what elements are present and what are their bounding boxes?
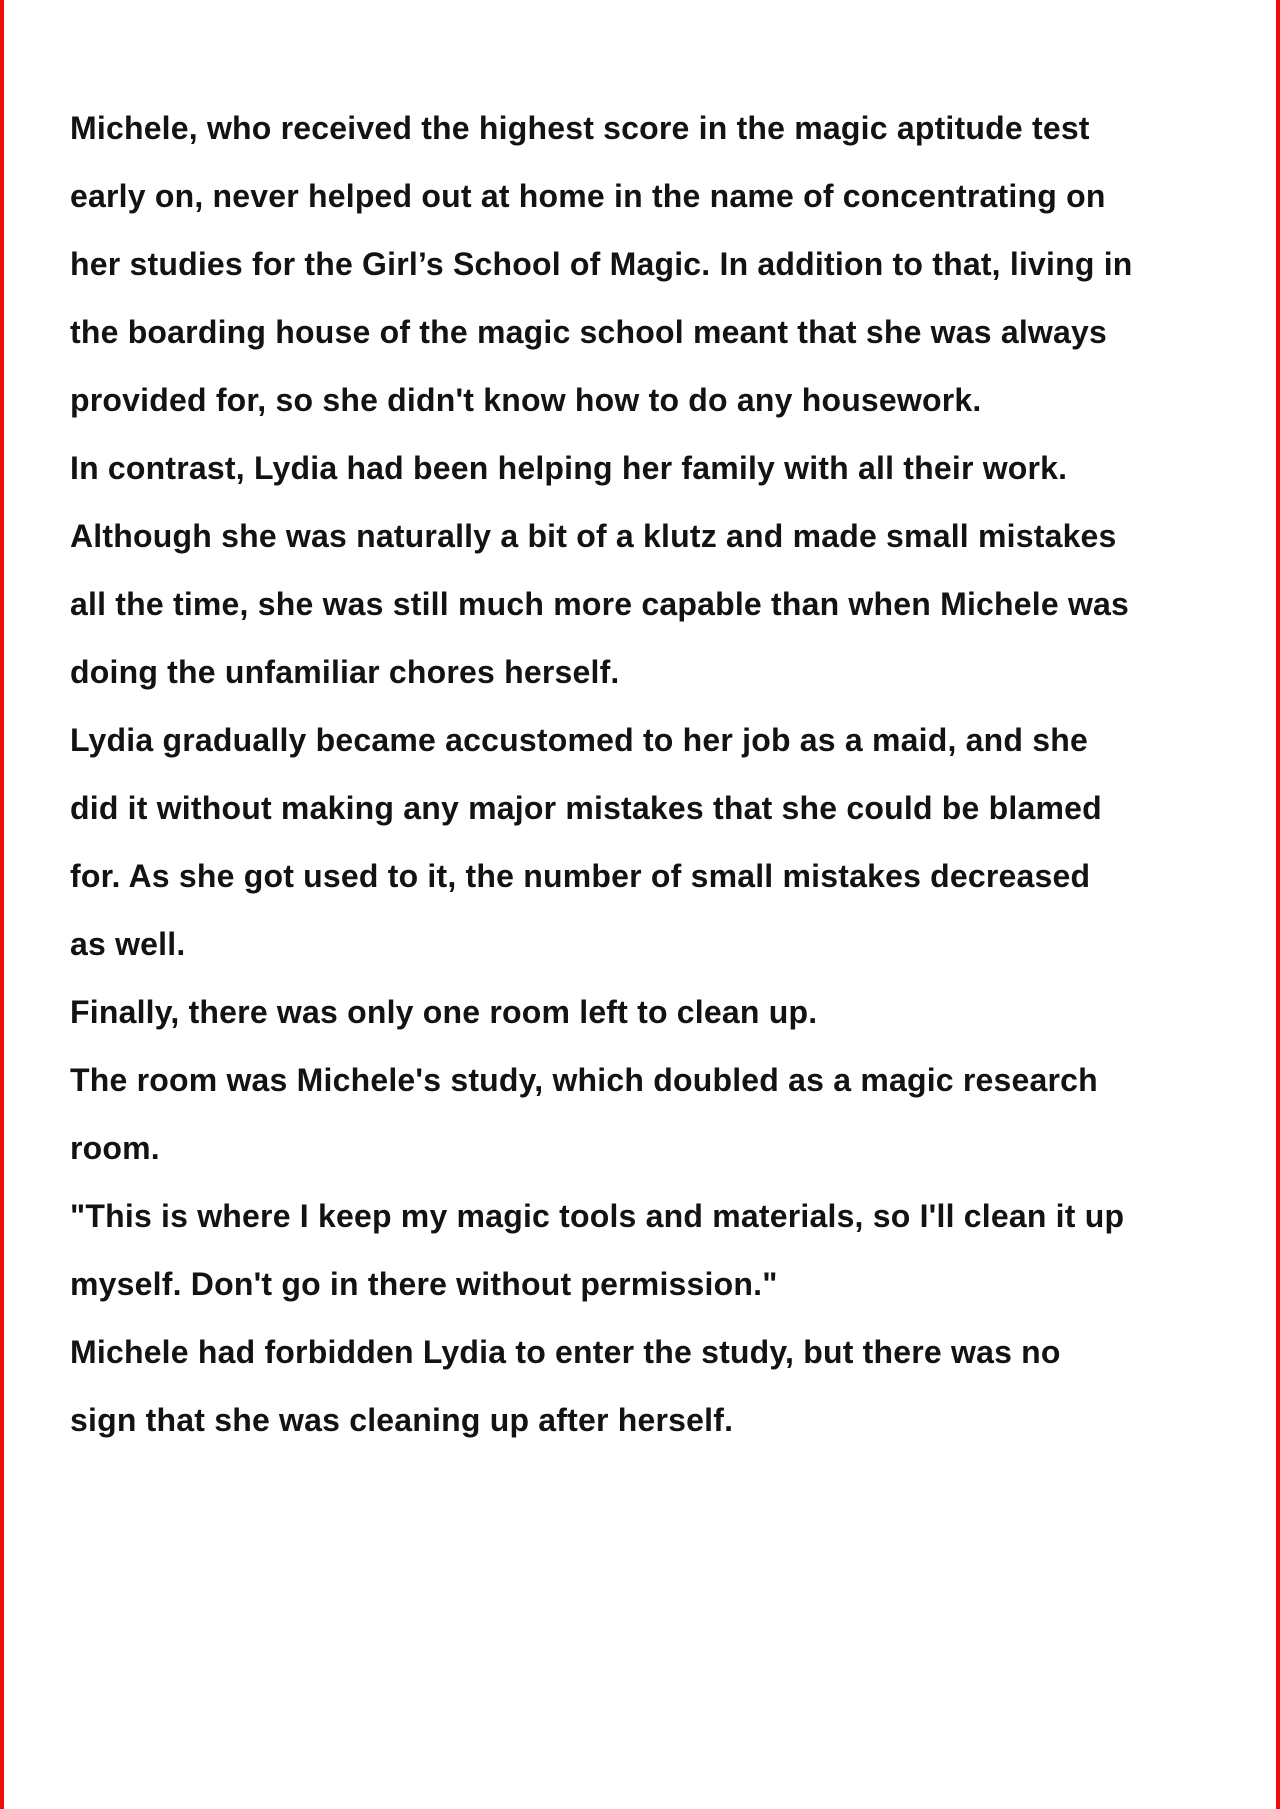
text-line: doing the unfamiliar chores herself. [70,654,620,690]
text-line: the boarding house of the magic school meant that she was always [70,314,1108,350]
left-edge-marker [0,0,4,1809]
text-line: her studies for the Girl’s School of Magic. In addition to that, living in [70,246,1133,282]
text-line: Michele, who received the highest score in the magic aptitude test [70,110,1090,146]
right-edge-marker [1276,0,1280,1809]
text-line: for. As she got used to it, the number of small mistakes decreased [70,858,1091,894]
text-line: Finally, there was only one room left to clean up. [70,994,818,1030]
text-line: provided for, so she didn't know how to do any housework. [70,382,982,418]
text-line: room. [70,1130,160,1166]
text-line: as well. [70,926,186,962]
text-line: In contrast, Lydia had been helping her family with all their work. [70,450,1068,486]
text-line: myself. Don't go in there without permission." [70,1266,778,1302]
text-line: Lydia gradually became accustomed to her job as a maid, and she [70,722,1088,758]
text-line: Michele had forbidden Lydia to enter the study, but there was no [70,1334,1061,1370]
text-line: "This is where I keep my magic tools and materials, so I'll clean it up [70,1198,1125,1234]
text-line: The room was Michele's study, which doubled as a magic research [70,1062,1098,1098]
text-line: Although she was naturally a bit of a klutz and made small mistakes [70,518,1117,554]
text-line: early on, never helped out at home in the name of concentrating on [70,178,1106,214]
text-line: all the time, she was still much more capable than when Michele was [70,586,1130,622]
story-text [70,94,1230,1454]
text-line: did it without making any major mistakes that she could be blamed [70,790,1102,826]
text-line: sign that she was cleaning up after herself. [70,1402,734,1438]
